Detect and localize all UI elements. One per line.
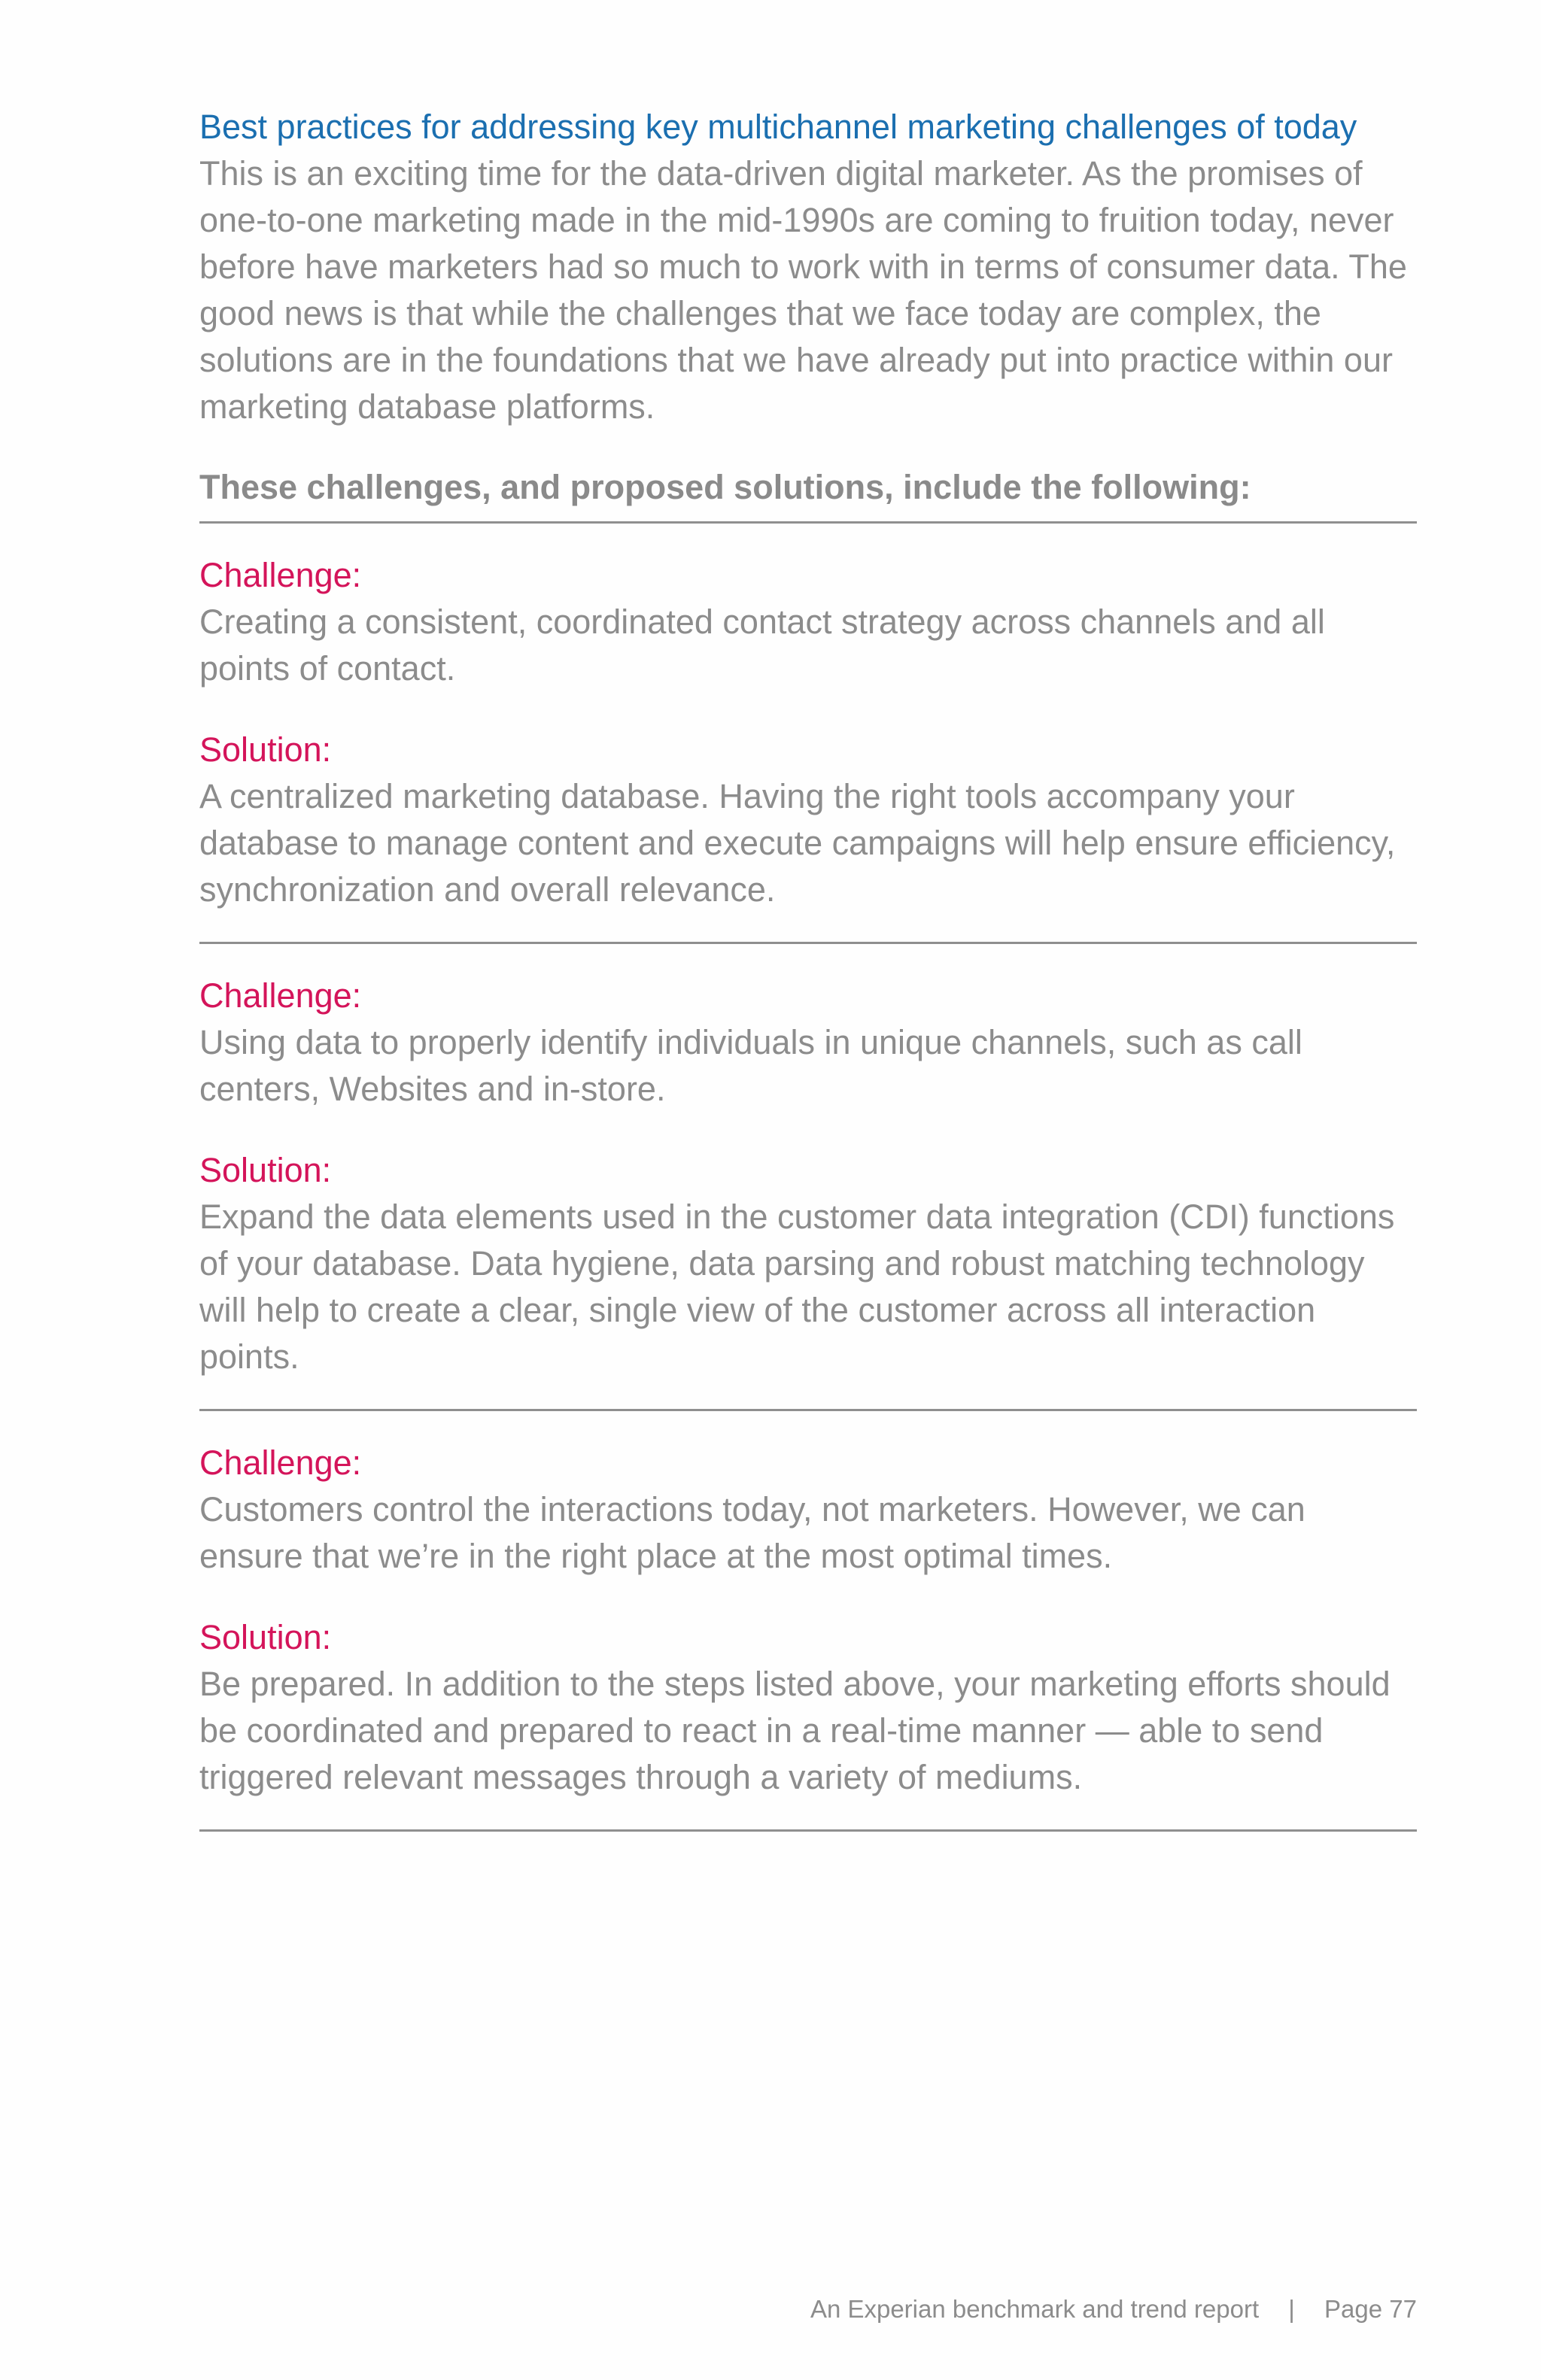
intro-paragraph: This is an exciting time for the data-driven digital marketer. As the promises of one-to-one marketing made in the mid-1990s are coming to fruition today, never before have marketers had so much to work with in terms of consumer data. The good news is that while the challenges that we face today are complex, the solutions are in the foundations that we have already put into practice within our marketing database platforms. (199, 154, 1407, 426)
page-footer (810, 2287, 1417, 2332)
challenge-solution-block-3 (199, 1411, 1417, 1829)
main-content (199, 104, 1417, 1832)
solution-label: Solution: (199, 1618, 332, 1656)
challenge-solution-block-2 (199, 944, 1417, 1409)
challenge-label: Challenge: (199, 1443, 362, 1482)
challenge-text: Using data to properly identify individuals in unique channels, such as call centers, Websites and in-store. (199, 1023, 1302, 1108)
page-number: Page 77 (1324, 2295, 1417, 2323)
challenge-text: Customers control the interactions today, not marketers. However, we can ensure that we’re in the right place at the most optimal times. (199, 1490, 1305, 1575)
challenge-text: Creating a consistent, coordinated contact strategy across channels and all points of contact. (199, 603, 1325, 688)
footer-separator: | (1288, 2295, 1295, 2323)
solution-text: Expand the data elements used in the customer data integration (CDI) functions of your database. Data hygiene, data parsing and robust matching technology will help to create a clear, single view of the customer across all interaction points. (199, 1198, 1395, 1376)
section-heading: Best practices for addressing key multichannel marketing challenges of today (199, 108, 1357, 146)
challenges-subheading: These challenges, and proposed solutions, include the following: (199, 468, 1251, 506)
challenge-label: Challenge: (199, 556, 362, 594)
challenge-label: Challenge: (199, 976, 362, 1015)
solution-text: Be prepared. In addition to the steps listed above, your marketing efforts should be coordinated and prepared to react in a real-time manner — able to send triggered relevant messages through a variety of mediums. (199, 1665, 1391, 1796)
challenge-solution-block-1 (199, 524, 1417, 942)
solution-label: Solution: (199, 730, 332, 769)
solution-text: A centralized marketing database. Having the right tools accompany your database to manage content and execute campaigns will help ensure efficiency, synchronization and overall relevance. (199, 777, 1396, 909)
divider (199, 1829, 1417, 1832)
report-title: An Experian benchmark and trend report (810, 2295, 1260, 2323)
solution-label: Solution: (199, 1151, 332, 1189)
